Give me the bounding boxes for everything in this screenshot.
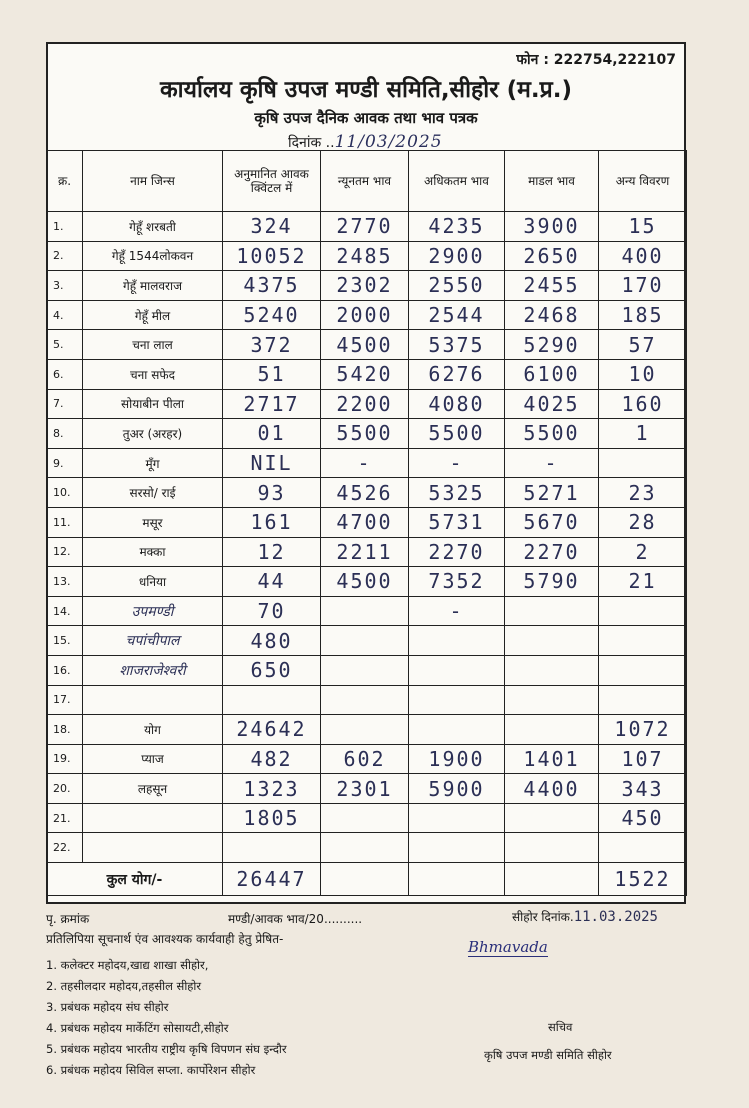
table-row	[47, 833, 687, 863]
row-min-price: 4526	[321, 478, 409, 508]
row-other: 2	[599, 537, 687, 567]
row-serial: 7.	[47, 389, 83, 419]
row-min-price: 2770	[321, 212, 409, 242]
row-min-price	[321, 715, 409, 745]
row-commodity: योग	[83, 715, 223, 745]
row-commodity: गेहूँ 1544लोकवन	[83, 241, 223, 271]
row-serial: 2.	[47, 241, 83, 271]
row-modal-price: 3900	[505, 212, 599, 242]
row-commodity: चना सफेद	[83, 359, 223, 389]
row-min-price: 2000	[321, 300, 409, 330]
row-other: 21	[599, 567, 687, 597]
col-modal-price: माडल भाव	[505, 151, 599, 212]
row-arrival: 01	[223, 419, 321, 449]
row-other: 343	[599, 774, 687, 804]
date-label: दिनांक	[288, 135, 322, 151]
row-arrival: 1323	[223, 774, 321, 804]
row-min-price: 4500	[321, 567, 409, 597]
row-arrival: 482	[223, 744, 321, 774]
row-commodity: चपांचीपाल	[83, 626, 223, 656]
row-modal-price: 5500	[505, 419, 599, 449]
row-commodity	[83, 685, 223, 715]
table-row	[47, 271, 687, 301]
row-arrival: 2717	[223, 389, 321, 419]
row-serial: 21.	[47, 803, 83, 833]
row-other: 15	[599, 212, 687, 242]
row-arrival: 10052	[223, 241, 321, 271]
row-other	[599, 448, 687, 478]
row-max-price: 2900	[409, 241, 505, 271]
row-commodity: लहसून	[83, 774, 223, 804]
row-max-price: -	[409, 448, 505, 478]
row-min-price: 2200	[321, 389, 409, 419]
row-modal-price: 2650	[505, 241, 599, 271]
row-modal-price	[505, 803, 599, 833]
row-arrival: 44	[223, 567, 321, 597]
row-modal-price	[505, 833, 599, 863]
row-other: 170	[599, 271, 687, 301]
row-serial: 10.	[47, 478, 83, 508]
row-modal-price: 2468	[505, 300, 599, 330]
row-max-price	[409, 833, 505, 863]
row-commodity: शाजराजेश्वरी	[83, 655, 223, 685]
row-serial: 6.	[47, 359, 83, 389]
table-row	[47, 567, 687, 597]
row-other: 1	[599, 419, 687, 449]
row-other: 107	[599, 744, 687, 774]
row-max-price: -	[409, 596, 505, 626]
row-commodity: गेहूँ शरबती	[83, 212, 223, 242]
row-serial: 5.	[47, 330, 83, 360]
row-commodity: मूँग	[83, 448, 223, 478]
col-min-price: न्यूनतम भाव	[321, 151, 409, 212]
row-min-price	[321, 803, 409, 833]
row-commodity: प्याज	[83, 744, 223, 774]
recipient-item: 2. तहसीलदार महोदय,तहसील सीहोर	[46, 979, 202, 993]
row-arrival: 4375	[223, 271, 321, 301]
row-min-price	[321, 685, 409, 715]
copy-line: प्रतिलिपिया सूचनार्थ एंव आवश्यक कार्यवाही हेतु प्रेषित-	[46, 932, 284, 946]
row-other	[599, 626, 687, 656]
row-modal-price: 5790	[505, 567, 599, 597]
row-max-price: 6276	[409, 359, 505, 389]
row-modal-price: -	[505, 448, 599, 478]
row-modal-price: 2455	[505, 271, 599, 301]
row-serial: 16.	[47, 655, 83, 685]
row-max-price: 7352	[409, 567, 505, 597]
row-min-price: 2485	[321, 241, 409, 271]
col-other: अन्य विवरण	[599, 151, 687, 212]
row-commodity: धनिया	[83, 567, 223, 597]
row-commodity: मसूर	[83, 507, 223, 537]
mandi-ref: मण्डी/आवक भाव/20..........	[228, 912, 363, 926]
row-serial: 8.	[47, 419, 83, 449]
row-arrival: 1805	[223, 803, 321, 833]
signature: Bhmavada	[468, 938, 548, 956]
row-other	[599, 833, 687, 863]
row-arrival: 70	[223, 596, 321, 626]
date-value: 11/03/2025	[334, 132, 443, 152]
row-max-price: 2270	[409, 537, 505, 567]
row-commodity: गेहूँ मालवराज	[83, 271, 223, 301]
row-min-price	[321, 833, 409, 863]
row-max-price: 5731	[409, 507, 505, 537]
row-other: 450	[599, 803, 687, 833]
col-commodity: नाम जिन्स	[83, 151, 223, 212]
table-row	[47, 330, 687, 360]
table-row	[47, 448, 687, 478]
row-max-price: 5900	[409, 774, 505, 804]
row-max-price: 5500	[409, 419, 505, 449]
row-arrival: 324	[223, 212, 321, 242]
row-max-price: 4080	[409, 389, 505, 419]
row-modal-price	[505, 596, 599, 626]
recipient-item: 3. प्रबंधक महोदय संघ सीहोर	[46, 1000, 169, 1014]
row-commodity: सोयाबीन पीला	[83, 389, 223, 419]
row-max-price: 5375	[409, 330, 505, 360]
row-commodity: तुअर (अरहर)	[83, 419, 223, 449]
row-min-price: 602	[321, 744, 409, 774]
row-max-price	[409, 715, 505, 745]
row-commodity: गेहूँ मील	[83, 300, 223, 330]
committee-label: कृषि उपज मण्डी समिति सीहोर	[484, 1048, 612, 1062]
row-arrival: 372	[223, 330, 321, 360]
grand-total-arrival: 26447	[223, 863, 321, 896]
row-serial: 1.	[47, 212, 83, 242]
table-row	[47, 212, 687, 242]
row-min-price: 4700	[321, 507, 409, 537]
row-arrival: 650	[223, 655, 321, 685]
phone-numbers: फोन : 222754,222107	[516, 52, 676, 68]
col-arrival: अनुमानित आवक क्विंटल में	[223, 151, 321, 212]
secretary-label: सचिव	[548, 1020, 573, 1034]
row-min-price: 4500	[321, 330, 409, 360]
recipient-item: 4. प्रबंधक महोदय मार्केटिंग सोसायटी,सीहोर	[46, 1021, 229, 1035]
row-arrival	[223, 833, 321, 863]
row-commodity: उपमण्डी	[83, 596, 223, 626]
table-row	[47, 389, 687, 419]
table-row	[47, 685, 687, 715]
row-commodity: मक्का	[83, 537, 223, 567]
row-modal-price: 2270	[505, 537, 599, 567]
table-row	[47, 596, 687, 626]
table-row	[47, 359, 687, 389]
recipient-item: 1. कलेक्टर महोदय,खाद्य शाखा सीहोर,	[46, 958, 209, 972]
row-min-price: 2302	[321, 271, 409, 301]
row-serial: 22.	[47, 833, 83, 863]
row-min-price: 2301	[321, 774, 409, 804]
table-row	[47, 507, 687, 537]
office-title: कार्यालय कृषि उपज मण्डी समिति,सीहोर (म.प्र.)	[160, 77, 572, 103]
row-commodity	[83, 833, 223, 863]
row-arrival: 5240	[223, 300, 321, 330]
row-max-price: 4235	[409, 212, 505, 242]
row-modal-price: 4400	[505, 774, 599, 804]
col-max-price: अधिकतम भाव	[409, 151, 505, 212]
price-table	[46, 150, 687, 896]
ref-number-label: पृ. क्रमांक	[46, 912, 90, 926]
row-arrival: 93	[223, 478, 321, 508]
row-other: 57	[599, 330, 687, 360]
row-max-price	[409, 655, 505, 685]
row-other: 400	[599, 241, 687, 271]
row-max-price: 5325	[409, 478, 505, 508]
row-commodity: सरसो/ राई	[83, 478, 223, 508]
row-modal-price: 5290	[505, 330, 599, 360]
report-date: दिनांक ..11/03/2025	[288, 132, 443, 152]
row-min-price: 5500	[321, 419, 409, 449]
row-other: 1072	[599, 715, 687, 745]
row-commodity	[83, 803, 223, 833]
grand-total-row	[47, 863, 687, 896]
row-serial: 17.	[47, 685, 83, 715]
col-serial: क्र.	[47, 151, 83, 212]
row-modal-price: 4025	[505, 389, 599, 419]
row-modal-price	[505, 685, 599, 715]
row-modal-price: 5271	[505, 478, 599, 508]
row-other	[599, 596, 687, 626]
row-max-price: 2550	[409, 271, 505, 301]
row-modal-price	[505, 655, 599, 685]
row-max-price: 1900	[409, 744, 505, 774]
row-arrival: NIL	[223, 448, 321, 478]
row-arrival	[223, 685, 321, 715]
row-serial: 13.	[47, 567, 83, 597]
row-modal-price: 6100	[505, 359, 599, 389]
row-modal-price: 1401	[505, 744, 599, 774]
row-min-price	[321, 655, 409, 685]
table-row	[47, 655, 687, 685]
row-arrival: 51	[223, 359, 321, 389]
table-row	[47, 626, 687, 656]
table-row	[47, 744, 687, 774]
table-row	[47, 715, 687, 745]
row-min-price: 5420	[321, 359, 409, 389]
row-serial: 3.	[47, 271, 83, 301]
row-min-price	[321, 626, 409, 656]
document-sheet	[46, 42, 686, 904]
row-min-price	[321, 596, 409, 626]
row-serial: 18.	[47, 715, 83, 745]
row-other: 28	[599, 507, 687, 537]
row-serial: 20.	[47, 774, 83, 804]
row-min-price: -	[321, 448, 409, 478]
row-modal-price	[505, 715, 599, 745]
table-row	[47, 419, 687, 449]
grand-total-other: 1522	[599, 863, 687, 896]
row-arrival: 12	[223, 537, 321, 567]
table-row	[47, 478, 687, 508]
row-max-price	[409, 685, 505, 715]
table-row	[47, 300, 687, 330]
row-serial: 4.	[47, 300, 83, 330]
row-arrival: 24642	[223, 715, 321, 745]
table-row	[47, 537, 687, 567]
table-row	[47, 774, 687, 804]
row-other: 10	[599, 359, 687, 389]
report-subtitle: कृषि उपज दैनिक आवक तथा भाव पत्रक	[254, 109, 478, 127]
row-serial: 12.	[47, 537, 83, 567]
row-max-price: 2544	[409, 300, 505, 330]
table-row	[47, 241, 687, 271]
row-serial: 9.	[47, 448, 83, 478]
sehore-date: सीहोर दिनांक.11.03.2025	[512, 909, 658, 925]
row-serial: 14.	[47, 596, 83, 626]
row-arrival: 161	[223, 507, 321, 537]
row-commodity: चना लाल	[83, 330, 223, 360]
row-max-price	[409, 803, 505, 833]
row-modal-price	[505, 626, 599, 656]
grand-total-label: कुल योग/-	[47, 863, 223, 896]
row-other: 23	[599, 478, 687, 508]
row-serial: 15.	[47, 626, 83, 656]
row-other: 160	[599, 389, 687, 419]
row-other	[599, 685, 687, 715]
table-row	[47, 803, 687, 833]
table-header-row	[47, 151, 687, 212]
row-min-price: 2211	[321, 537, 409, 567]
recipient-item: 5. प्रबंधक महोदय भारतीय राष्ट्रीय कृषि विपणन संघ इन्दौर	[46, 1042, 287, 1056]
row-max-price	[409, 626, 505, 656]
row-serial: 11.	[47, 507, 83, 537]
recipient-item: 6. प्रबंधक महोदय सिविल सप्ला. कार्पोरेशन सीहोर	[46, 1063, 256, 1077]
row-other	[599, 655, 687, 685]
row-modal-price: 5670	[505, 507, 599, 537]
row-serial: 19.	[47, 744, 83, 774]
row-other: 185	[599, 300, 687, 330]
row-arrival: 480	[223, 626, 321, 656]
